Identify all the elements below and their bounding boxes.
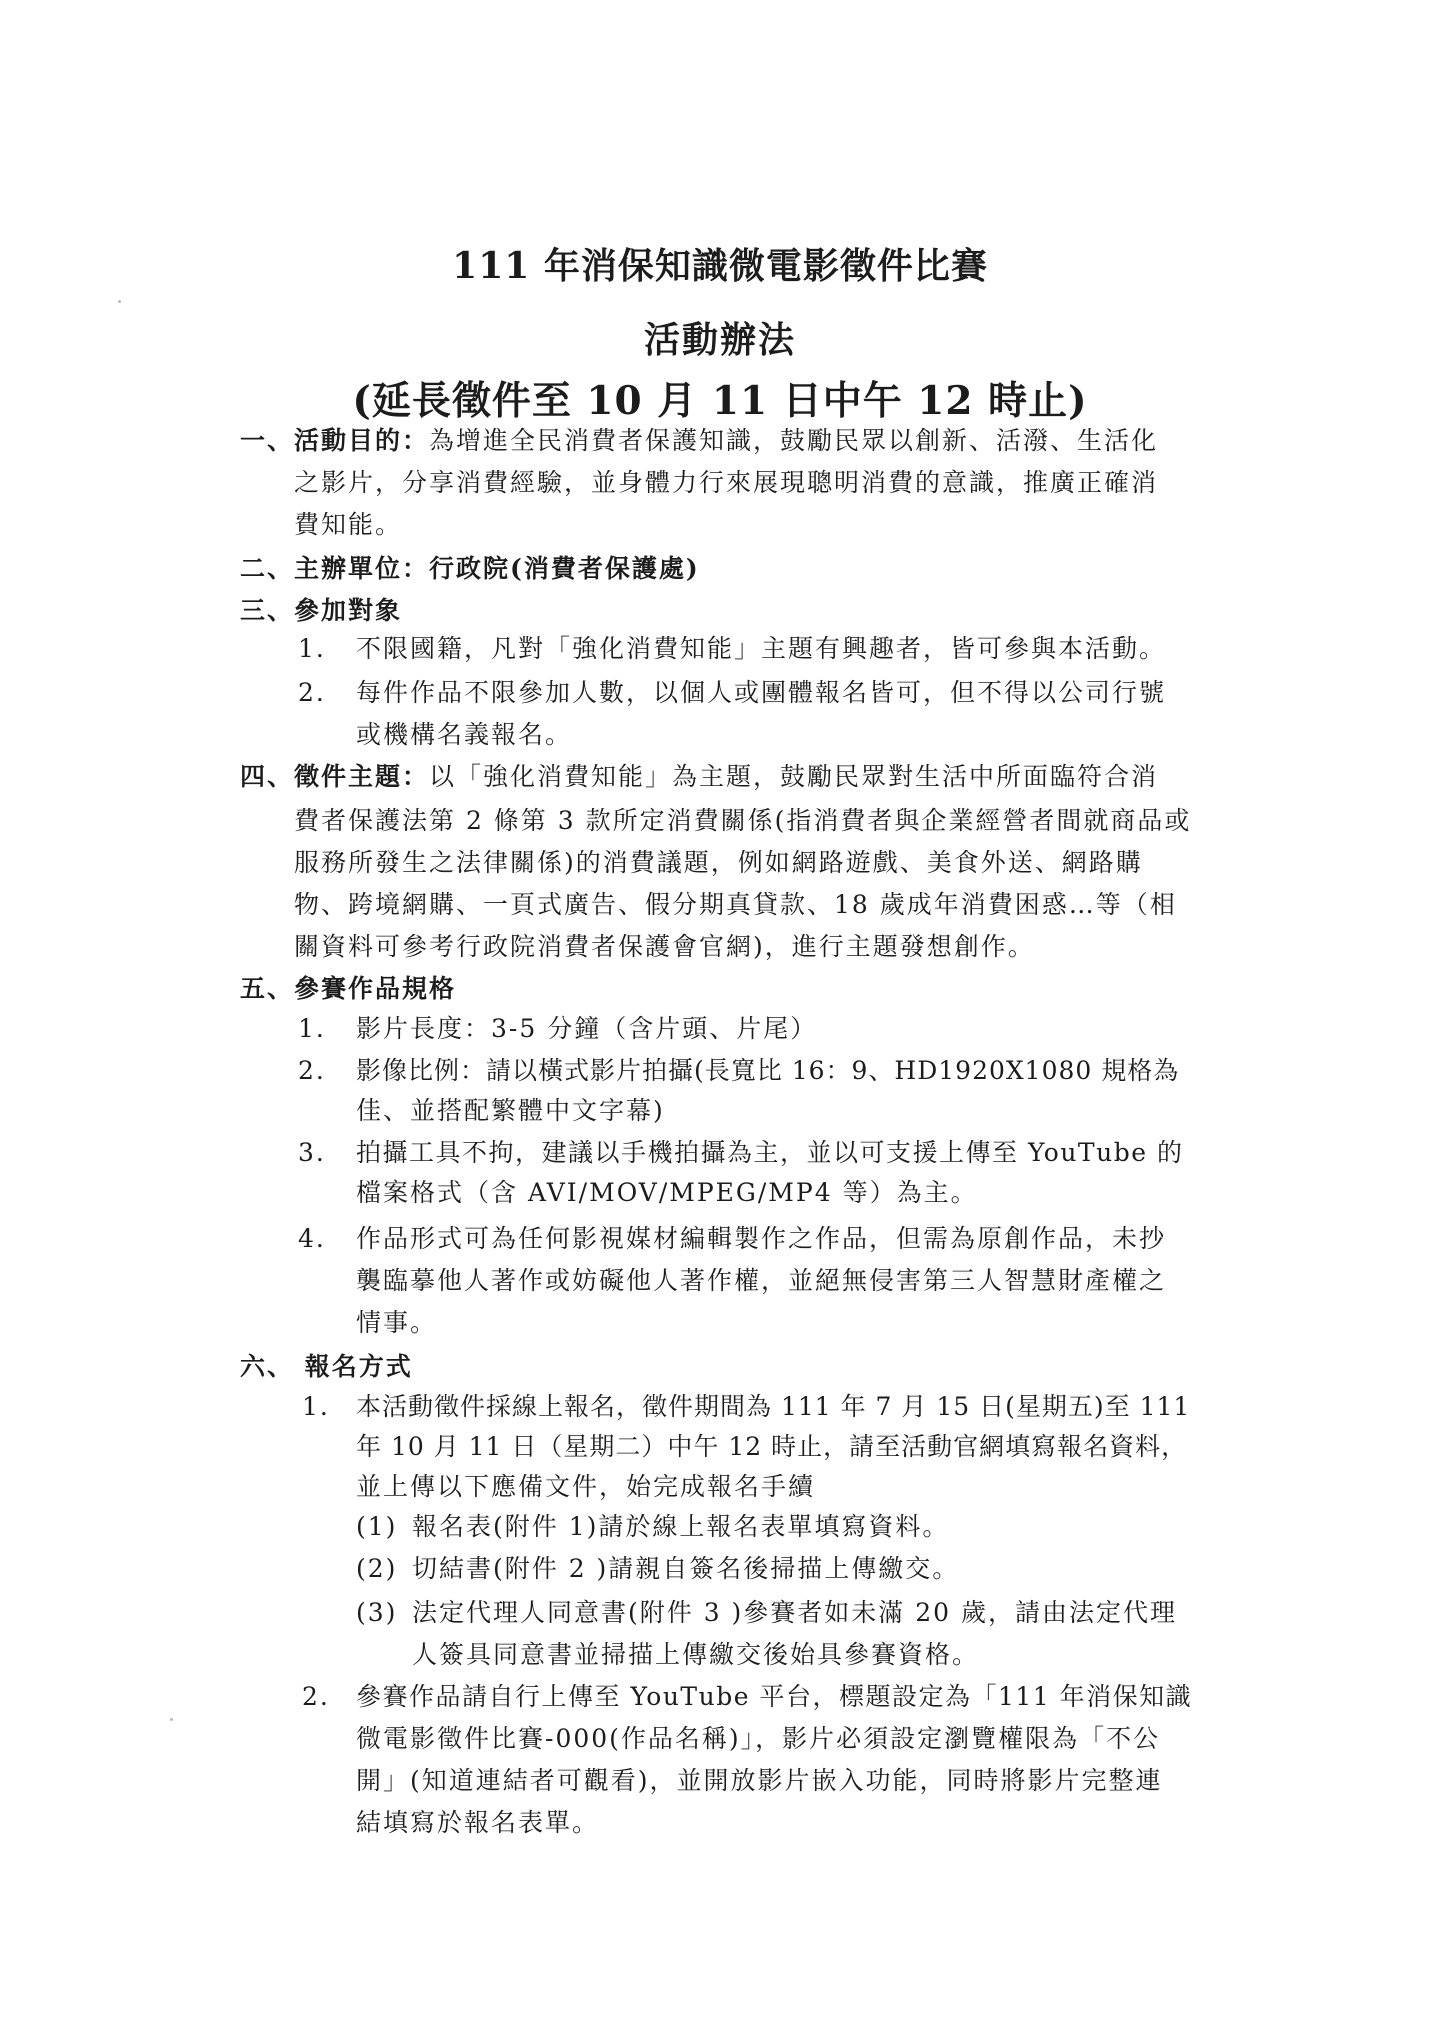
section-4-heading: 四、徵件主題： xyxy=(240,762,430,791)
section-3-item-2-line-1: 每件作品不限參加人數，以個人或團體報名皆可，但不得以公司行號 xyxy=(356,678,1167,707)
section-5-item-2-number: 2. xyxy=(298,1056,326,1085)
section-5-item-1-line-1: 影片長度：3-5 分鐘（含片頭、片尾） xyxy=(356,1014,818,1043)
section-6-sub-2-number: (2) xyxy=(356,1554,398,1583)
scan-speck xyxy=(118,300,121,303)
section-1-line-1: 為增進全民消費者保護知識，鼓勵民眾以創新、活潑、生活化 xyxy=(429,426,1159,455)
section-6-item-2-line-3: 開」(知道連結者可觀看)，並開放影片嵌入功能，同時將影片完整連 xyxy=(356,1766,1163,1795)
section-1-heading: 一、活動目的： xyxy=(240,426,430,455)
section-5-item-3-number: 3. xyxy=(298,1138,326,1167)
section-4-line-1: 以「強化消費知能」為主題，鼓勵民眾對生活中所面臨符合消 xyxy=(429,762,1159,791)
section-5-item-3-line-1: 拍攝工具不拘，建議以手機拍攝為主，並以可支援上傳至 YouTube 的 xyxy=(356,1138,1184,1167)
section-1-line-2: 之影片，分享消費經驗，並身體力行來展現聰明消費的意識，推廣正確消 xyxy=(294,468,1159,497)
section-3-item-2-line-2: 或機構名義報名。 xyxy=(356,720,573,749)
section-5-item-4-line-3: 情事。 xyxy=(356,1308,438,1337)
section-3-heading: 三、參加對象 xyxy=(240,596,403,625)
section-6-sub-1-line-1: 報名表(附件 1)請於線上報名表單填寫資料。 xyxy=(412,1512,950,1541)
section-6-item-2-line-1: 參賽作品請自行上傳至 YouTube 平台，標題設定為「111 年消保知識 xyxy=(356,1682,1193,1711)
section-4-line-5: 關資料可參考行政院消費者保護會官網)，進行主題發想創作。 xyxy=(294,932,1035,961)
section-6-item-2-number: 2. xyxy=(302,1682,330,1711)
section-1-line-3: 費知能。 xyxy=(294,510,403,539)
section-5-item-4-line-2: 襲臨摹他人著作或妨礙他人著作權，並絕無侵害第三人智慧財產權之 xyxy=(356,1266,1167,1295)
section-6-item-1-line-3: 並上傳以下應備文件，始完成報名手續 xyxy=(356,1472,816,1501)
section-5-heading: 五、參賽作品規格 xyxy=(240,974,457,1003)
section-6-sub-3-line-1: 法定代理人同意書(附件 3 )參賽者如未滿 20 歲，請由法定代理 xyxy=(412,1598,1178,1627)
section-5-item-1-number: 1. xyxy=(298,1014,326,1043)
section-5-item-3-line-2: 檔案格式（含 AVI/MOV/MPEG/MP4 等）為主。 xyxy=(356,1178,978,1207)
section-3-item-1-number: 1. xyxy=(298,634,326,663)
document-subtitle: 活動辦法 xyxy=(643,319,796,361)
section-6-item-1-number: 1. xyxy=(302,1392,330,1421)
section-3-item-1-line-1: 不限國籍，凡對「強化消費知能」主題有興趣者，皆可參與本活動。 xyxy=(356,634,1167,663)
section-4-line-2: 費者保護法第 2 條第 3 款所定消費關係(指消費者與企業經營者間就商品或 xyxy=(294,806,1192,835)
section-2-text: 行政院(消費者保護處) xyxy=(429,554,700,583)
section-1 xyxy=(240,424,1158,458)
scan-speck xyxy=(170,1718,173,1721)
section-5-item-2-line-1: 影像比例：請以橫式影片拍攝(長寬比 16：9、HD1920X1080 規格為 xyxy=(356,1056,1180,1085)
section-4 xyxy=(240,760,1158,794)
section-6-sub-3-line-2: 人簽具同意書並掃描上傳繳交後始具參賽資格。 xyxy=(412,1640,980,1669)
section-6-sub-3-number: (3) xyxy=(356,1598,398,1627)
section-3-item-2-number: 2. xyxy=(298,678,326,707)
section-5-item-4-number: 4. xyxy=(298,1224,326,1253)
section-6-item-1-line-2: 年 10 月 11 日（星期二）中午 12 時止，請至活動官網填寫報名資料， xyxy=(356,1432,1188,1461)
document-title: 111 年消保知識微電影徵件比賽 xyxy=(452,245,988,287)
section-2 xyxy=(240,552,700,586)
section-4-line-3: 服務所發生之法律關係)的消費議題，例如網路遊戲、美食外送、網路購 xyxy=(294,848,1143,877)
section-5-item-4-line-1: 作品形式可為任何影視媒材編輯製作之作品，但需為原創作品，未抄 xyxy=(356,1224,1167,1253)
section-6-item-1-line-1: 本活動徵件採線上報名，徵件期間為 111 年 7 月 15 日(星期五)至 111 xyxy=(356,1392,1191,1421)
section-6-item-2-line-2: 微電影徵件比賽-000(作品名稱)」，影片必須設定瀏覽權限為「不公 xyxy=(356,1724,1161,1753)
section-6-item-2-line-4: 結填寫於報名表單。 xyxy=(356,1808,600,1837)
section-6-sub-1-number: (1) xyxy=(356,1512,398,1541)
section-6-heading: 六、 報名方式 xyxy=(240,1352,413,1381)
extension-notice: (延長徵件至 10 月 11 日中午 12 時止) xyxy=(352,378,1088,424)
section-5-item-2-line-2: 佳、並搭配繁體中文字幕) xyxy=(356,1096,665,1125)
section-6-sub-2-line-1: 切結書(附件 2 )請親自簽名後掃描上傳繳交。 xyxy=(412,1554,960,1583)
section-4-line-4: 物、跨境網購、一頁式廣告、假分期真貸款、18 歲成年消費困惑…等（相 xyxy=(294,890,1177,919)
section-2-heading: 二、主辦單位： xyxy=(240,554,430,583)
